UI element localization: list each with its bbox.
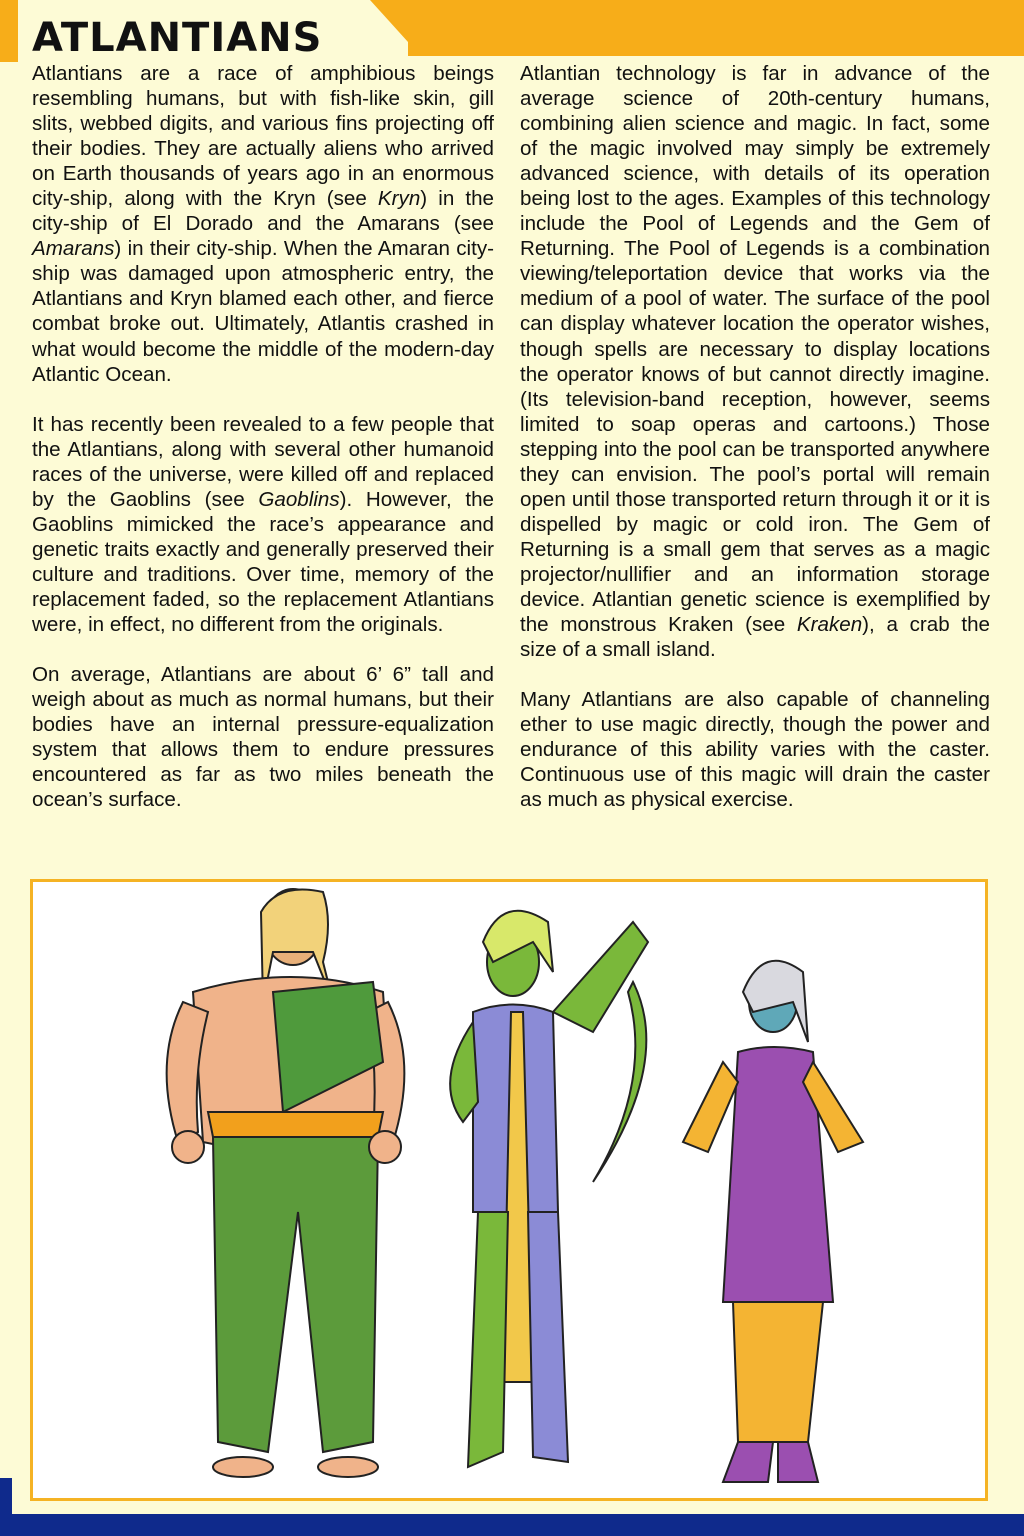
footer-side-accent [0, 1478, 12, 1518]
paragraph-gaoblins: It has recently been revealed to a few people that the Atlantians, along with several other humanoid races of the universe, were killed off and replaced by the Gaoblins (see Gaoblins). However, the Gaoblins mimicked the race’s appearance and genetic traits exactly and generally preserved their culture and traditions. Over time, memory of the replacement faded, so the replacement Atlantians were, in effect, no different from the originals. [32, 412, 495, 636]
right-column [520, 61, 990, 837]
paragraph-magic: Many Atlantians are also capable of channeling ether to use magic directly, though the power and endurance of this ability varies with the caster. Continuous use of this magic will drain the caster as much as physical exercise. [520, 688, 990, 812]
page-title: ATLANTIANS [32, 15, 323, 61]
paragraph-technology: Atlantian technology is far in advance of the average science of 20th-century humans, combining alien science and magic. In fact, some of the magic involved may simply be extremely advanced science, with details of its operation being lost to the ages. Examples of this technology include the Pool of Legends and the Gem of Returning. The Pool of Legends is a combination viewing/teleportation device that works via the medium of a pool of water. The surface of the pool can display whatever location the operator wishes, though spells are necessary to display locations the operator knows of but cannot directly imagine. (Its television-band reception, however, seems limited to soap operas and cartoons.) Those stepping into the pool can be transported anywhere they can envision. The pool’s portal will remain open until those transported return through it or it is dispelled by magic or cold iron. The Gem of Returning is a small gem that serves as a magic projector/nullifier and an information storage device. Atlantian genetic science is exemplified by the monstrous Kraken (see Kraken), a crab the size of a small island. [520, 62, 991, 662]
ref-gaoblins: Gaoblins [258, 487, 340, 511]
purple-robed-atlantian-woman [683, 961, 863, 1482]
ref-kraken: Kraken [796, 613, 863, 637]
green-atlantian-mage [450, 911, 648, 1467]
ref-amarans: Amarans [32, 237, 115, 261]
character-illustration [33, 882, 985, 1498]
paragraph-physiology: On average, Atlantians are about 6’ 6” tall and weigh about as much as normal humans, but their bodies have an internal pressure-equalization system that allows them to endure pressures encountered as far as two miles beneath the ocean’s surface. [32, 663, 494, 812]
illustration-panel [30, 879, 988, 1501]
footer-bar [0, 1514, 1024, 1536]
paragraph-origin: Atlantians are a race of amphibious beings resembling humans, but with fish-like skin, gill slits, webbed digits, and various fins projecting off their bodies. They are actually aliens who arrived on Earth thousands of years ago in an enormous city-ship, along with the Kryn (see Kryn) in the city-ship of El Dorado and the Amarans (see Amarans) in their city-ship. When the Amaran city-ship was damaged upon atmospheric entry, the Atlantians and Kryn blamed each other, and fierce combat broke out. Ultimately, Atlantis crashed in what would become the middle of the modern-day Atlantic Ocean. [32, 62, 495, 386]
muscular-atlantian-warrior [167, 889, 405, 1477]
ref-kryn: Kryn [377, 187, 421, 211]
left-column [32, 61, 494, 837]
